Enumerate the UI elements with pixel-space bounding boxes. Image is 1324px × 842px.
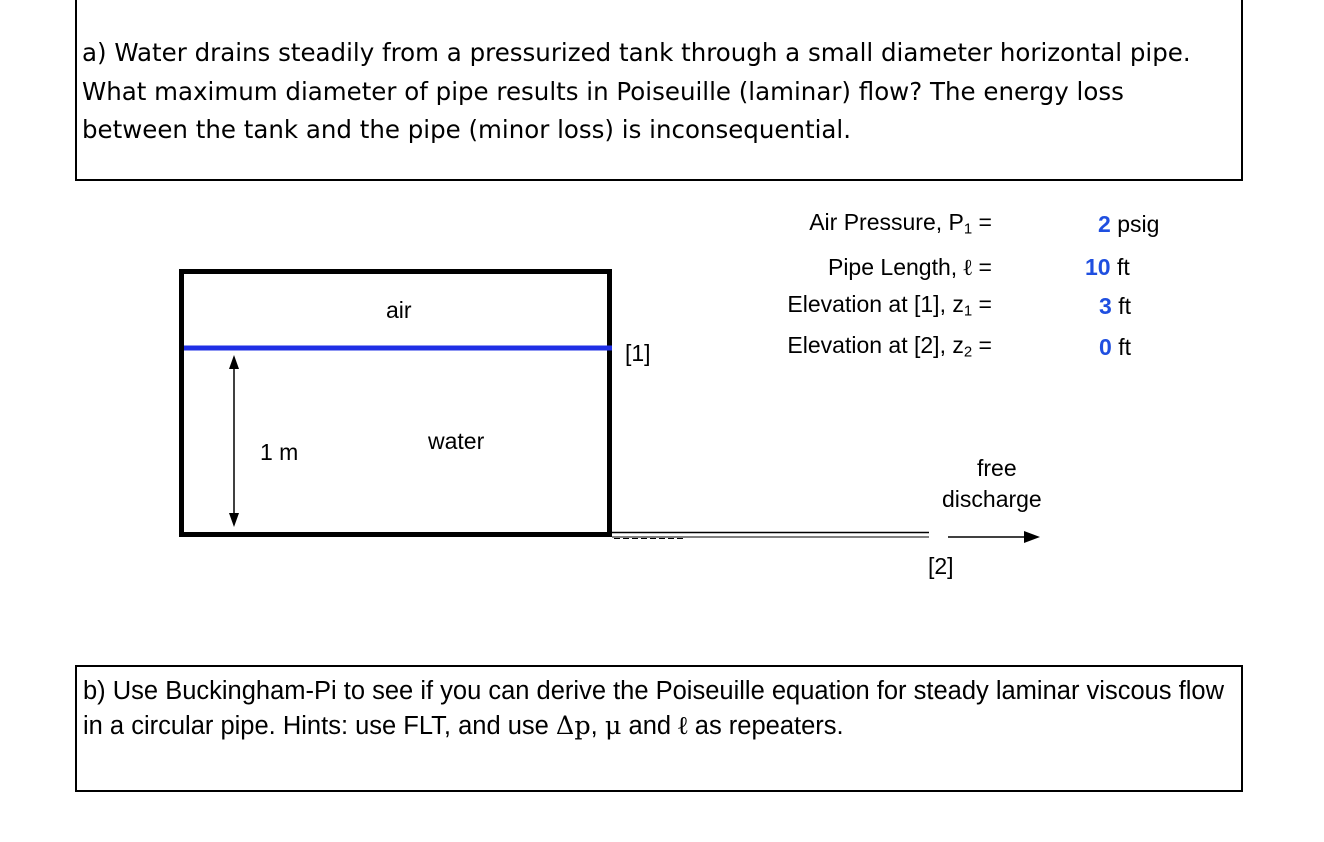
- param-pipe-length-value: 10 ft: [1085, 254, 1130, 280]
- mu-symbol: μ: [604, 711, 622, 741]
- part-b-question-box: [75, 665, 1243, 792]
- depth-arrow-down-head: [229, 513, 239, 527]
- discharge-label-line-2: discharge: [942, 486, 1042, 512]
- param-pipe-length-label: Pipe Length, ℓ =: [827, 254, 992, 281]
- param-elevation-2-label: Elevation at [2], $z_2$ =: [787, 332, 992, 361]
- discharge-label-line-1: free: [977, 455, 1017, 481]
- script-l-symbol: ℓ: [678, 711, 688, 741]
- param-air-pressure-value: 2 psig: [1098, 211, 1160, 237]
- script-l-symbol: ℓ: [963, 254, 973, 281]
- part-a-question-text: a) Water drains steadily from a pressurized tank through a small diameter horizontal pipe. What maximum diameter of pipe results in Poiseuille (laminar) flow? The energy loss between the tank and the pipe (minor loss) is inconsequential.: [82, 38, 1191, 144]
- air-label: air: [386, 297, 412, 323]
- depth-label: 1 m: [260, 439, 299, 465]
- part-b-question-text: b) Use Buckingham-Pi to see if you can derive the Poiseuille equation for steady laminar viscous flow in a circular pipe. Hints: use FLT, and use Δp, μ and ℓ as repeaters.: [83, 677, 1224, 741]
- point-1-label: [1]: [625, 340, 651, 366]
- depth-arrow-up-head: [229, 355, 239, 369]
- point-2-label: [2]: [928, 553, 954, 579]
- param-air-pressure-label: Air Pressure, $P_1$ =: [809, 209, 992, 238]
- param-elevation-1-value: 3 ft: [1099, 293, 1131, 319]
- param-elevation-1-label: Elevation at [1], $z_1$ =: [787, 291, 992, 320]
- delta-p-symbol: Δp: [555, 711, 591, 741]
- water-label: water: [428, 428, 485, 454]
- discharge-arrow-head: [1024, 531, 1040, 543]
- param-elevation-2-value: 0 ft: [1099, 334, 1131, 360]
